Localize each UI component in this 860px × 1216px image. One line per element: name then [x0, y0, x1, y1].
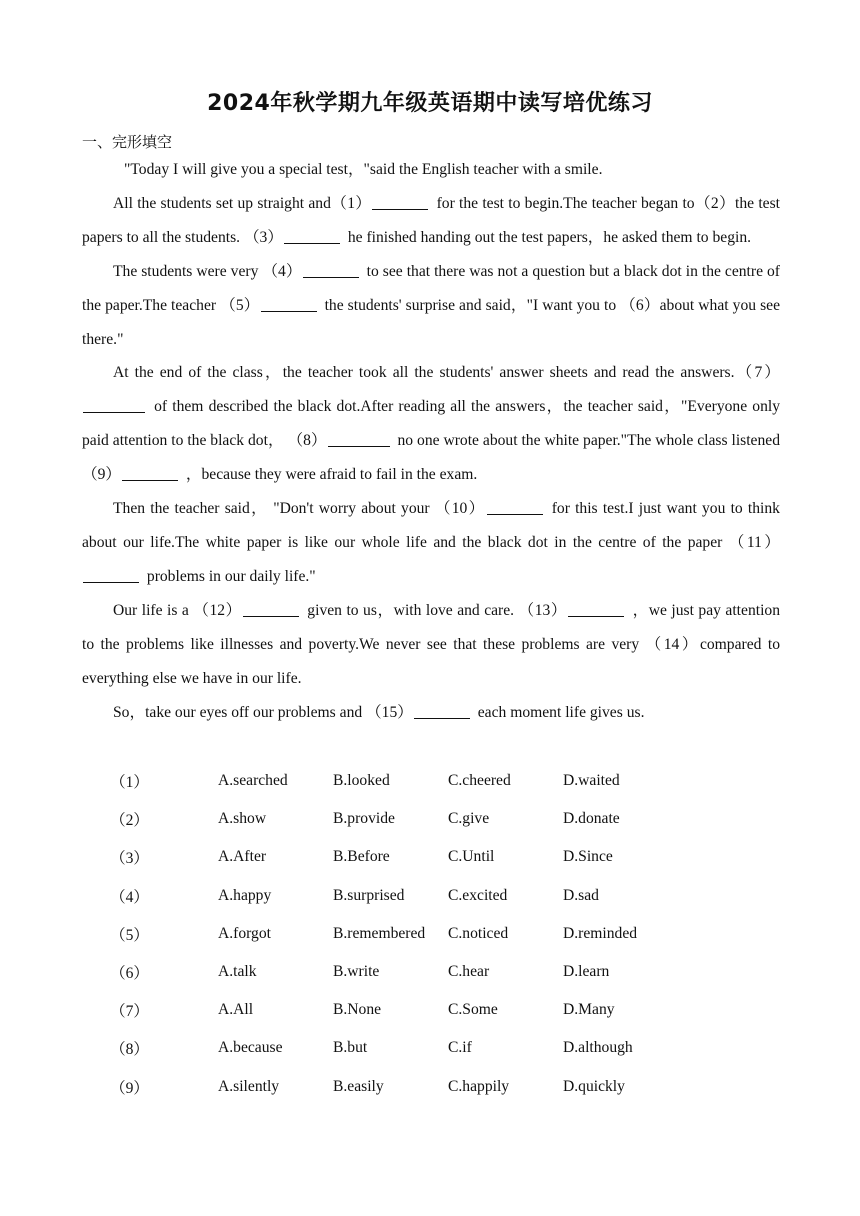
paragraph-3: [82, 255, 780, 357]
paragraph-text: of them described the black dot.After reading all the answers，the teacher said，"Everyone only paid attention to the black dot， （8）: [82, 398, 780, 450]
question-number: （1）: [110, 774, 149, 792]
blank-15[interactable]: [414, 702, 470, 719]
option-row: [110, 1029, 790, 1067]
question-number: （9）: [110, 1079, 149, 1097]
option-d[interactable]: D.donate: [563, 810, 620, 828]
blank-4[interactable]: [303, 261, 359, 278]
option-c[interactable]: C.hear: [448, 963, 490, 981]
paragraph-text: Our life is a （12）: [113, 601, 242, 619]
page-title: 2024年秋学期九年级英语期中读写培优练习: [207, 91, 653, 116]
blank-9[interactable]: [122, 464, 178, 481]
paragraph-5: [82, 492, 780, 594]
option-c[interactable]: C.cheered: [448, 772, 511, 790]
option-b[interactable]: B.remembered: [333, 924, 426, 942]
paragraph-text: ，we just pay attention to the problems like illnesses and poverty.We never see that these problems are very （14）compared to everything else we have in our life.: [82, 601, 780, 687]
option-a[interactable]: A.because: [218, 1039, 283, 1057]
option-c[interactable]: C.Some: [448, 1001, 498, 1019]
paragraph-text: "Today I will give you a special test，"said the English teacher with a smile.: [124, 161, 603, 178]
blank-12[interactable]: [243, 600, 299, 617]
option-d[interactable]: D.waited: [563, 772, 620, 790]
option-d[interactable]: D.quickly: [563, 1077, 625, 1095]
blank-10[interactable]: [487, 498, 543, 515]
option-b[interactable]: B.easily: [333, 1077, 384, 1095]
blank-11[interactable]: [83, 566, 139, 583]
paragraph-text: for the test to begin.The teacher began to（2）the test papers to all the students. （3）: [82, 194, 780, 246]
option-b[interactable]: B.None: [333, 1001, 382, 1019]
option-a[interactable]: A.searched: [218, 772, 288, 790]
paragraph-text: given to us，with love and care. （13）: [302, 601, 568, 619]
option-d[interactable]: D.Many: [563, 1001, 615, 1019]
paragraph-text: ，because they were afraid to fail in the exam.: [182, 466, 478, 484]
paragraph-6: [82, 594, 780, 696]
option-c[interactable]: C.happily: [448, 1077, 510, 1095]
paragraph-1: [82, 153, 780, 187]
paragraph-text: no one wrote about the white paper."The whole class listened （9）: [82, 432, 780, 484]
cloze-passage: [82, 153, 780, 729]
paragraph-text: he finished handing out the test papers，he asked them to begin.: [343, 228, 752, 246]
option-c[interactable]: C.give: [448, 810, 490, 828]
paragraph-4: [82, 356, 780, 492]
option-a[interactable]: A.forgot: [218, 924, 271, 942]
paragraph-text: to see that there was not a question but a black dot in the centre of the paper.The teacher （5）: [82, 262, 780, 314]
paragraph-text: the students' surprise and said，"I want you to （6）about what you see there.": [82, 296, 780, 348]
option-d[interactable]: D.reminded: [563, 924, 638, 942]
blank-3[interactable]: [284, 227, 340, 244]
question-number: （8）: [110, 1041, 149, 1059]
option-row: [110, 991, 790, 1029]
question-number: （7）: [110, 1003, 149, 1021]
paragraph-7: [82, 696, 780, 730]
paragraph-text: each moment life gives us.: [473, 703, 645, 721]
question-number: （3）: [110, 850, 149, 868]
options-list: [110, 762, 790, 1106]
option-b[interactable]: B.Before: [333, 848, 390, 866]
option-c[interactable]: C.if: [448, 1039, 472, 1057]
paragraph-text: All the students set up straight and（1）: [113, 194, 372, 212]
section-heading: 一、完形填空: [82, 133, 173, 151]
option-row: [110, 953, 790, 991]
option-b[interactable]: B.surprised: [333, 886, 405, 904]
paragraph-2: [82, 187, 780, 255]
option-row: [110, 800, 790, 838]
option-b[interactable]: B.looked: [333, 772, 390, 790]
question-number: （6）: [110, 965, 149, 983]
option-a[interactable]: A.After: [218, 848, 267, 866]
blank-13[interactable]: [568, 600, 624, 617]
question-number: （5）: [110, 926, 149, 944]
paragraph-text: Then the teacher said， "Don't worry about your （10）: [113, 500, 486, 518]
option-b[interactable]: B.but: [333, 1039, 368, 1057]
option-c[interactable]: C.excited: [448, 886, 508, 904]
option-c[interactable]: C.Until: [448, 848, 495, 866]
option-row: [110, 838, 790, 876]
option-a[interactable]: A.talk: [218, 963, 257, 981]
question-number: （2）: [110, 812, 149, 830]
paragraph-text: The students were very （4）: [113, 262, 302, 280]
option-row: [110, 877, 790, 915]
paragraph-text: At the end of the class，the teacher took all the students' answer sheets and read the answers.（7）: [113, 364, 780, 382]
blank-1[interactable]: [372, 193, 428, 210]
option-row: [110, 915, 790, 953]
option-b[interactable]: B.provide: [333, 810, 395, 828]
question-number: （4）: [110, 888, 149, 906]
option-c[interactable]: C.noticed: [448, 924, 509, 942]
option-b[interactable]: B.write: [333, 963, 380, 981]
paragraph-text: So，take our eyes off our problems and （15）: [113, 703, 413, 721]
option-a[interactable]: A.silently: [218, 1077, 280, 1095]
blank-5[interactable]: [261, 295, 317, 312]
option-a[interactable]: A.show: [218, 810, 267, 828]
paragraph-text: for this test.I just want you to think about our life.The white paper is like our whole life and the black dot in the centre of the paper （11）: [82, 500, 780, 551]
blank-8[interactable]: [328, 430, 390, 447]
option-d[interactable]: D.although: [563, 1039, 633, 1057]
paragraph-text: problems in our daily life.": [143, 567, 316, 585]
option-d[interactable]: D.sad: [563, 886, 599, 904]
option-row: [110, 762, 790, 800]
option-a[interactable]: A.All: [218, 1001, 254, 1019]
option-d[interactable]: D.Since: [563, 848, 613, 866]
option-d[interactable]: D.learn: [563, 963, 610, 981]
option-row: [110, 1068, 790, 1106]
blank-7[interactable]: [83, 396, 145, 413]
option-a[interactable]: A.happy: [218, 886, 272, 904]
